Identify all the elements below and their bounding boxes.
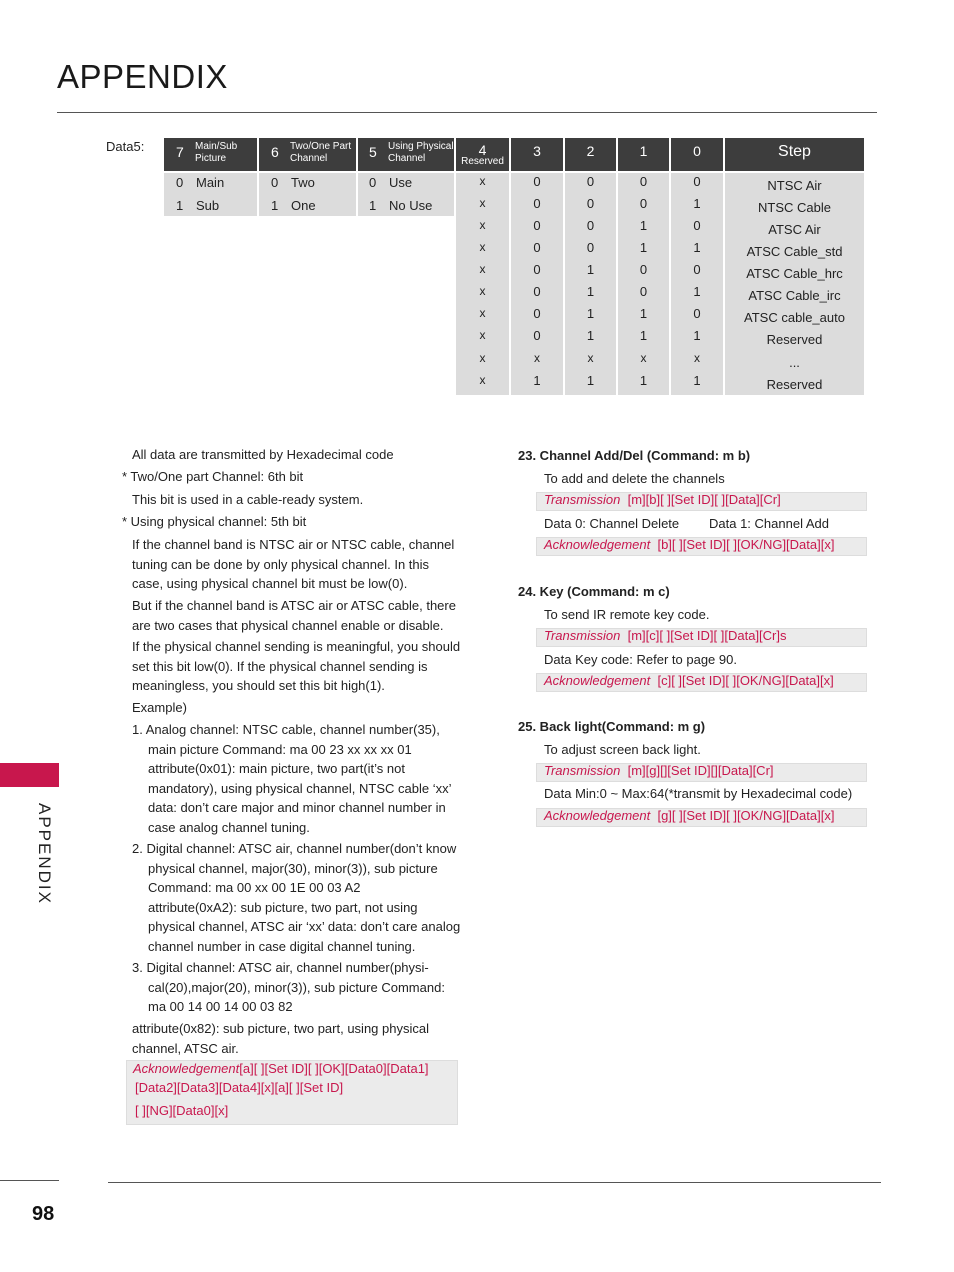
header-bit5: 5 Using Physical Channel (358, 138, 454, 171)
bit-cell: 0 (639, 196, 648, 211)
bit-cell: 0 (533, 328, 541, 343)
para-physical-sending: If the physical channel sending is meaningful, you should set this bit low(0). If the physical channel sending is meaningless, you should set this bit high(1). (132, 639, 461, 693)
bit-cell: x (479, 306, 486, 320)
bit5-values: 0 Use 1 No Use (358, 173, 454, 216)
header-bit0: 0 (671, 138, 723, 171)
bit-cell: 1 (639, 373, 648, 388)
header-bit3: 3 (511, 138, 563, 171)
bit-cell: 1 (586, 284, 595, 299)
section-25-desc: To adjust screen back light. (544, 742, 701, 757)
step-cell: ATSC Cable_hrc (746, 266, 843, 281)
s25-acknowledgement: Acknowledgement [g][ ][Set ID][ ][OK/NG][Data][x] (544, 808, 835, 823)
step-cell: ATSC Air (768, 222, 821, 237)
example-2: 2. Digital channel: ATSC air, channel number(don’t know physical channel, major(30), minor(3)), sub picture Command: ma 00 xx 00 1E 00 03 A2 attribute(0xA2): sub picture, two part, not using physical channel, ATSC air ‘xx’ data: don’t care analog channel number in case digital channel tuning. (132, 841, 461, 954)
data5-label: Data5: (106, 139, 145, 154)
ack-line-3: [ ][NG][Data0][x] (135, 1103, 229, 1118)
bit-cell: 0 (533, 306, 541, 321)
bit-cell: 0 (693, 306, 701, 321)
section-tab-marker (0, 763, 59, 787)
bit-cell: x (479, 373, 486, 387)
s23-acknowledgement: Acknowledgement [b][ ][Set ID][ ][OK/NG][Data][x] (544, 537, 835, 552)
bit-cell: x (479, 328, 486, 342)
header-step: Step (725, 138, 864, 171)
example-label: Example) (132, 700, 187, 715)
page-number: 98 (32, 1203, 55, 1225)
section-23-title: 23. Channel Add/Del (Command: m b) (518, 448, 751, 463)
bit-cell: 0 (693, 262, 701, 277)
bit-cell: 1 (586, 373, 595, 388)
bit-cell: 0 (586, 218, 595, 233)
bit-cell: 0 (639, 174, 648, 189)
bit-cell: 0 (533, 196, 541, 211)
bit-cell: x (479, 351, 486, 365)
bit-cell: x (479, 284, 486, 298)
step-cell: ATSC cable_auto (744, 310, 845, 325)
bit-cell: 1 (693, 328, 701, 343)
step-cell: ATSC Cable_irc (748, 288, 841, 303)
bit-cell: x (479, 174, 486, 188)
side-section-label: APPENDIX (35, 803, 54, 905)
section-25-title: 25. Back light(Command: m g) (518, 719, 706, 734)
bit-cell: 1 (586, 262, 595, 277)
bit-cell: x (694, 351, 700, 365)
note-physical: * Using physical channel: 5th bit (122, 514, 307, 529)
bit-cell: 1 (586, 328, 595, 343)
bit-cell: 0 (586, 174, 595, 189)
bit7-values: 0 Main 1 Sub (164, 173, 257, 216)
s25-data: Data Min:0 ~ Max:64(*transmit by Hexadecimal code) (544, 786, 853, 801)
s23-transmission: Transmission [m][b][ ][Set ID][ ][Data][Cr] (544, 492, 781, 507)
bit-cell: 0 (533, 262, 541, 277)
bit-cell: 1 (639, 218, 648, 233)
s24-acknowledgement: Acknowledgement [c][ ][Set ID][ ][OK/NG][Data][x] (544, 673, 834, 688)
section-24-title: 24. Key (Command: m c) (518, 584, 670, 599)
bottom-rule-left (0, 1180, 59, 1181)
bit-cell: 1 (693, 373, 701, 388)
note-hex: All data are transmitted by Hexadecimal code (132, 447, 394, 462)
step-cell: NTSC Cable (758, 200, 831, 215)
bit-cell: 1 (693, 196, 701, 211)
step-cell: Reserved (766, 332, 823, 347)
section-23-desc: To add and delete the channels (544, 471, 725, 486)
example-1: 1. Analog channel: NTSC cable, channel number(35), main picture Command: ma 00 23 xx xx xx 01 attribute(0x01): main picture, two part(it’s not mandatory), using physical channel, NTSC cable ‘xx’ data: don’t care major and minor channel number in case analog channel tuning. (132, 722, 452, 835)
bit-cell: 1 (639, 328, 648, 343)
step-cell: ... (789, 355, 800, 370)
section-24-desc: To send IR remote key code. (544, 607, 710, 622)
bit-cell: 0 (586, 196, 595, 211)
s23-data0: Data 0: Channel Delete (544, 516, 680, 531)
bit6-values: 0 Two 1 One (259, 173, 356, 216)
ack-line-2: [Data2][Data3][Data4][x][a][ ][Set ID] (135, 1080, 344, 1095)
step-cell: Reserved (766, 377, 823, 392)
bit-cell: x (534, 351, 540, 365)
s23-data1: Data 1: Channel Add (709, 516, 829, 531)
header-bit2: 2 (565, 138, 616, 171)
bit-cell: 0 (693, 174, 701, 189)
s24-transmission: Transmission [m][c][ ][Set ID][ ][Data][Cr]s (544, 628, 787, 643)
bit-cell: 0 (533, 284, 541, 299)
bit-cell: x (640, 351, 647, 365)
top-rule (57, 112, 877, 113)
bit-cell: x (479, 218, 486, 232)
bit-cell: 0 (639, 284, 648, 299)
step-cell: NTSC Air (767, 178, 822, 193)
bit-cell: 0 (586, 240, 595, 255)
example-3: 3. Digital channel: ATSC air, channel number(physi- cal(20),major(20), minor(3)), sub picture Command: ma 00 14 00 14 00 03 82 (132, 960, 445, 1014)
example-3-attribute: attribute(0x82): sub picture, two part, using physical channel, ATSC air. (132, 1021, 429, 1056)
page-title: APPENDIX (57, 58, 228, 95)
header-bit7: 7 Main/Sub Picture (164, 138, 257, 171)
para-ntsc: If the channel band is NTSC air or NTSC cable, channel tuning can be done by only physical channel. In this case, using physical channel bit must be low(0). (132, 537, 455, 591)
bit-cell: x (479, 196, 486, 210)
header-bit6: 6 Two/One Part Channel (259, 138, 356, 171)
para-atsc: But if the channel band is ATSC air or ATSC cable, there are two cases that physical channel enable or disable. (132, 598, 456, 633)
bit-cell: x (479, 262, 486, 276)
note-two-one: * Two/One part Channel: 6th bit (122, 469, 304, 484)
bit-cell: 0 (693, 218, 701, 233)
bit-cell: 0 (639, 262, 648, 277)
s24-data: Data Key code: Refer to page 90. (544, 652, 737, 667)
bit-cell: 1 (533, 373, 541, 388)
note-cable-ready: This bit is used in a cable-ready system. (132, 492, 364, 507)
bit-cell: x (587, 351, 594, 365)
bit-cell: 1 (639, 306, 648, 321)
bit-cell: 1 (639, 240, 648, 255)
step-cell: ATSC Cable_std (746, 244, 843, 259)
s25-transmission: Transmission [m][g][][Set ID][][Data][Cr] (544, 763, 774, 778)
bit-cell: 0 (533, 174, 541, 189)
bottom-rule-right (108, 1182, 881, 1183)
header-bit4: 4 Reserved (456, 138, 509, 171)
bit-cell: 0 (533, 240, 541, 255)
header-bit1: 1 (618, 138, 669, 171)
bit-cell: 1 (693, 284, 701, 299)
bit-cell: 1 (693, 240, 701, 255)
bit-cell: 0 (533, 218, 541, 233)
bit-cell: x (479, 240, 486, 254)
ack-line-1: Acknowledgement[a][ ][Set ID][ ][OK][Data0][Data1] (133, 1061, 429, 1076)
bit-cell: 1 (586, 306, 595, 321)
